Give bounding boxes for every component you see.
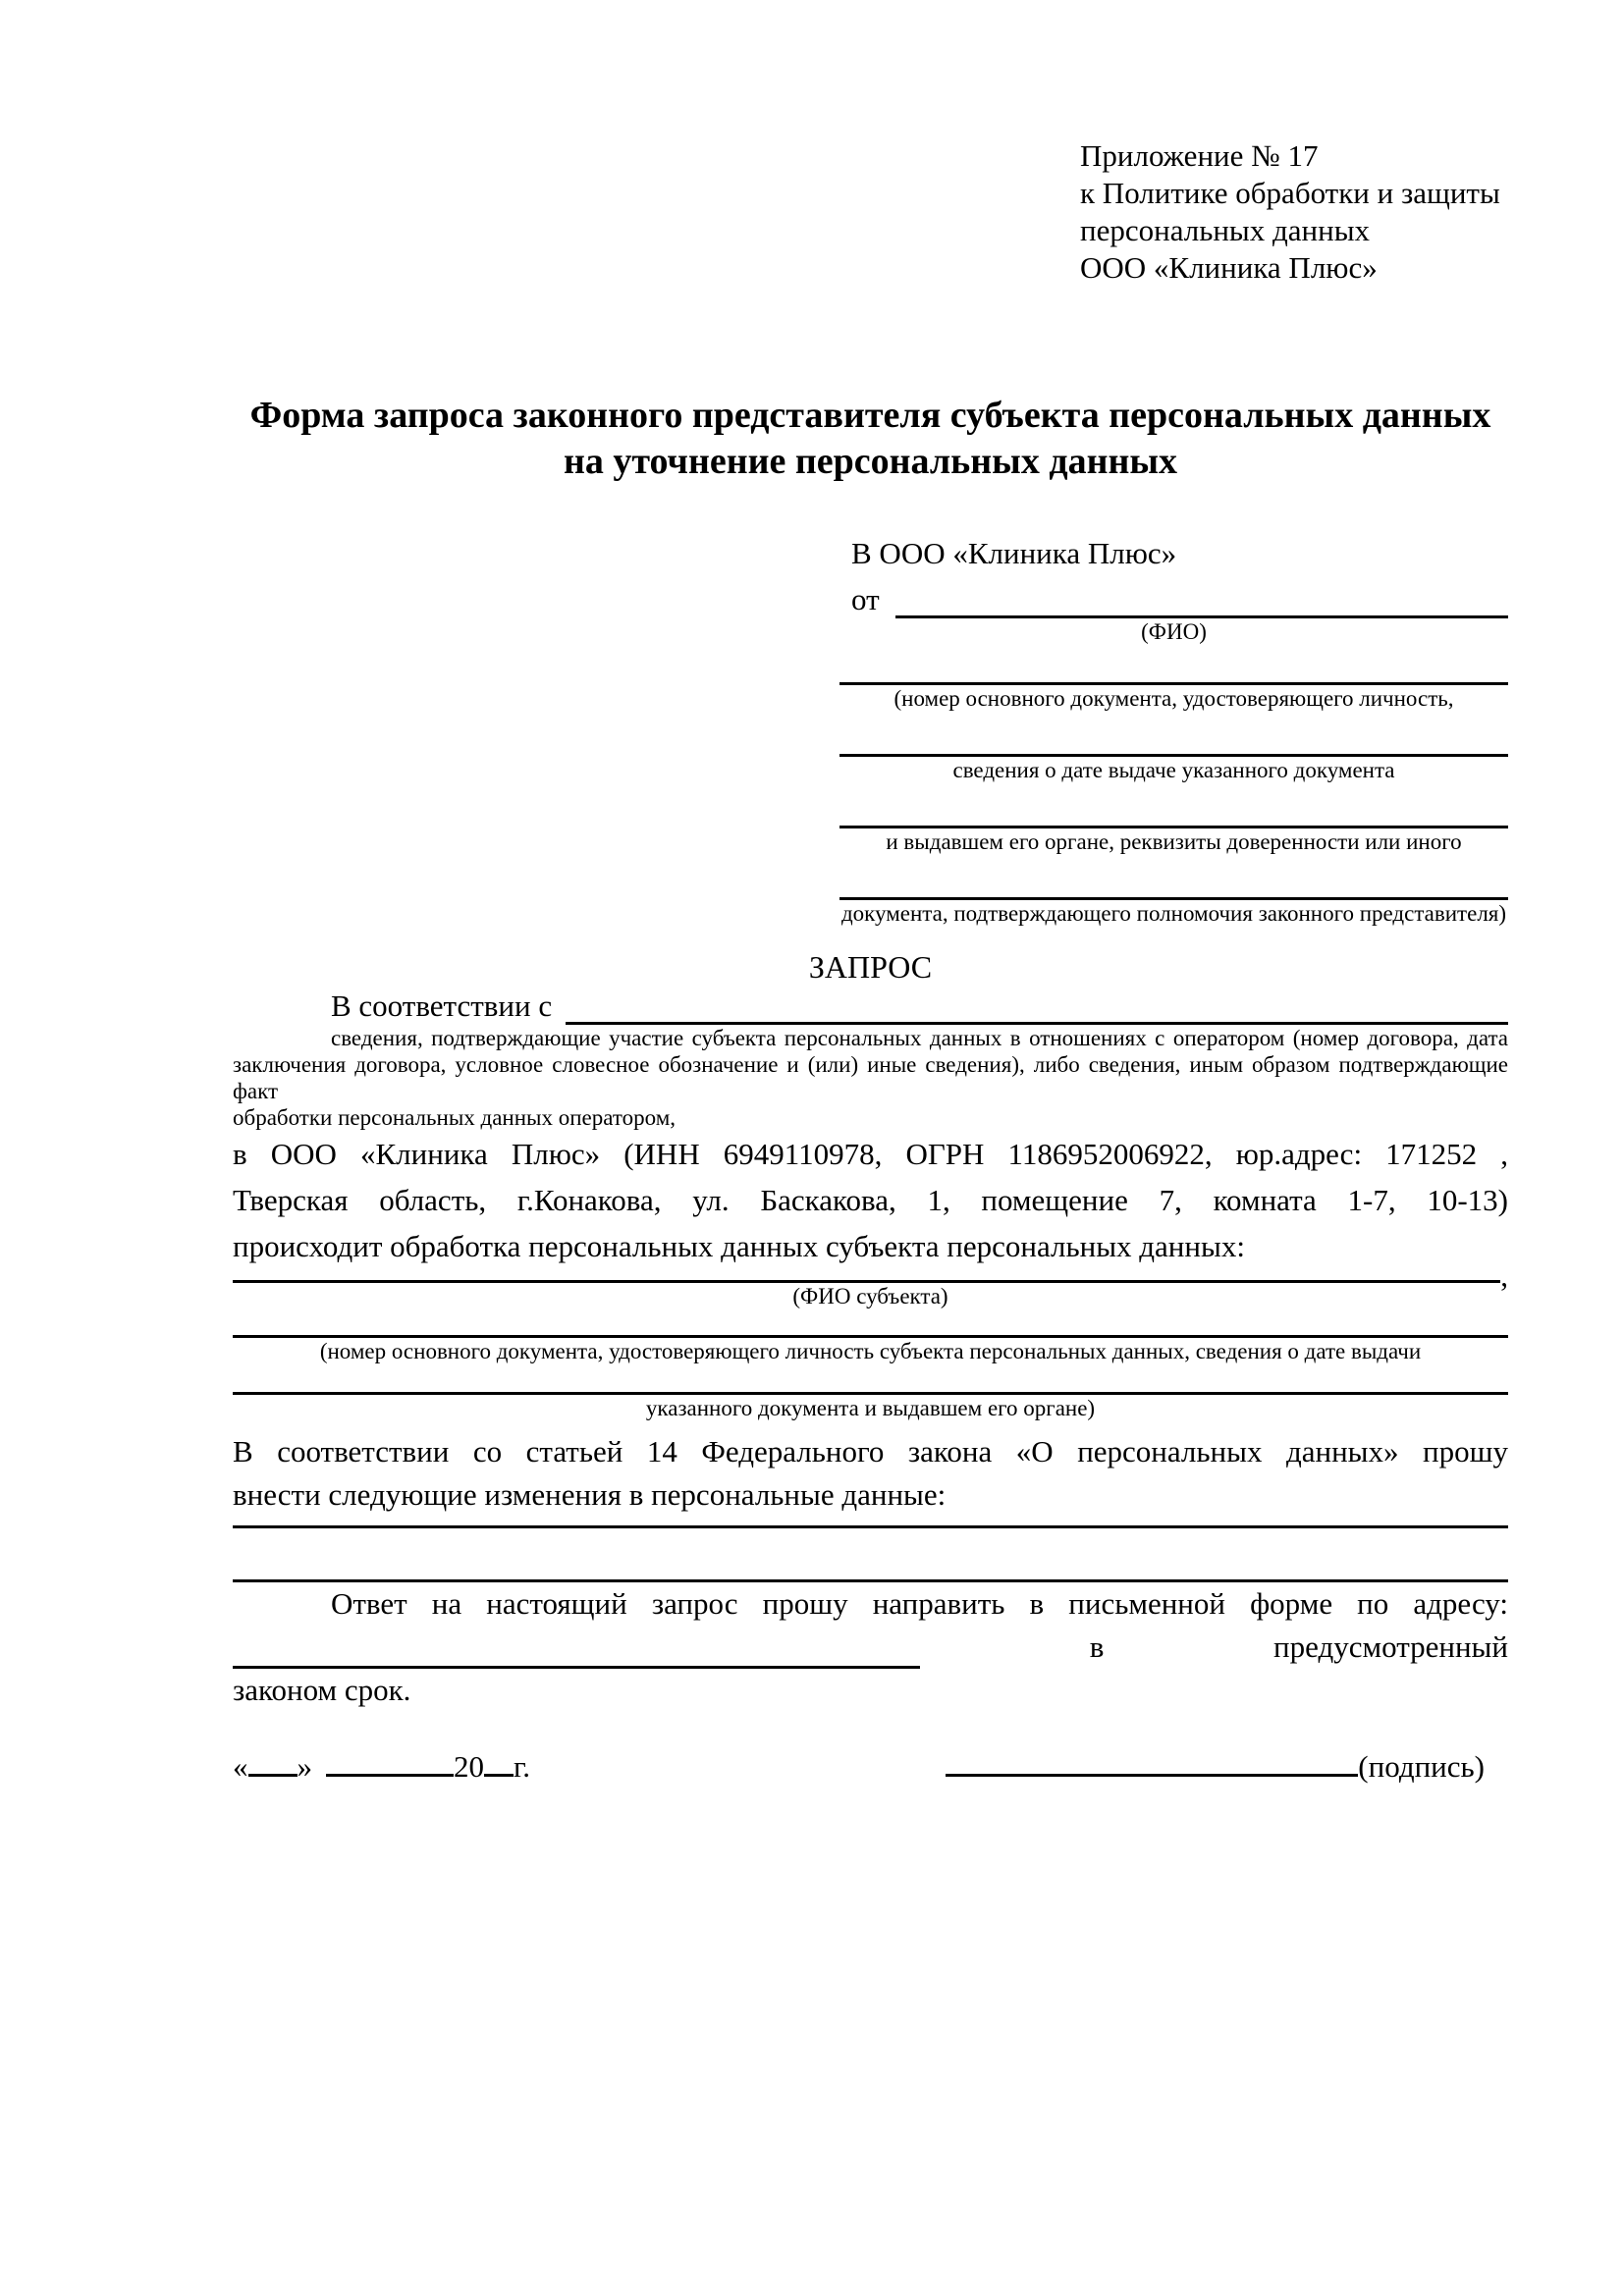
- from-label: от: [851, 582, 880, 616]
- subject-document-blank: [233, 1310, 1508, 1338]
- page-content: [233, 0, 1508, 1787]
- signature-blank: [946, 1747, 1358, 1777]
- subject-fio-blank-row: [233, 1258, 1508, 1293]
- reply-address-blank: [233, 1633, 920, 1669]
- request-heading: ЗАПРОС: [808, 949, 933, 985]
- appendix-note-line: Приложение № 17: [1080, 138, 1319, 173]
- operator-paragraph-line: происходит обработка персональных данных субъекта персональных данных:: [233, 1229, 1245, 1263]
- date-quote-close: »: [297, 1749, 312, 1784]
- from-row: [839, 580, 1508, 618]
- reply-right-word: предусмотренный: [1273, 1629, 1508, 1664]
- subject-doc-hint: (номер основного документа, удостоверяющего личность субъекта персональных данных, сведения о дате выдачи: [319, 1339, 1422, 1363]
- doc-hint: сведения о дате выдаче указанного документа: [952, 758, 1395, 782]
- appendix-note: [1080, 137, 1508, 287]
- subject-fio-hint: (ФИО субъекта): [792, 1284, 948, 1308]
- accordance-row: [233, 987, 1508, 1025]
- reply-mid-word: в: [1089, 1629, 1105, 1664]
- reply-address-row: [233, 1626, 1508, 1669]
- law-paragraph-line: внести следующие изменения в персональные данные:: [233, 1477, 947, 1512]
- operator-paragraph-line: Тверская область, г.Конакова, ул. Баскакова, 1, помещение 7, комната 1-7, 10-13): [233, 1183, 1508, 1217]
- subject-doc-hint: указанного документа и выдавшем его органе): [645, 1396, 1096, 1420]
- operator-paragraph: [233, 1131, 1508, 1269]
- document-title-line: на уточнение персональных данных: [563, 441, 1178, 482]
- date-quote-open: «: [233, 1749, 248, 1784]
- fine-print-line: обработки персональных данных оператором,: [233, 1105, 676, 1130]
- doc-hint: и выдавшем его органе, реквизиты доверенности или иного: [886, 829, 1462, 854]
- addressee-organization: В ООО «Клиника Плюс»: [851, 536, 1177, 570]
- trailing-comma: ,: [1500, 1258, 1508, 1293]
- date-month-blank: [326, 1747, 454, 1777]
- date-day-blank: [248, 1747, 298, 1777]
- doc-hint: (номер основного документа, удостоверяющего личность,: [893, 686, 1454, 711]
- signature-group: [946, 1747, 1485, 1787]
- doc-hint: документа, подтверждающего полномочия законного представителя): [840, 901, 1507, 926]
- date-group: [233, 1747, 530, 1787]
- issuing-authority-blank: [839, 784, 1508, 828]
- fio-hint: (ФИО): [1141, 619, 1207, 644]
- subject-fio-blank: [233, 1271, 1500, 1283]
- changes-blank-line-2: [233, 1528, 1508, 1582]
- appendix-note-line: к Политике обработки и защиты: [1080, 176, 1500, 210]
- reply-line-3: законом срок.: [233, 1673, 411, 1707]
- reply-line-1: Ответ на настоящий запрос прошу направить в письменной форме по адресу:: [331, 1586, 1508, 1621]
- date-year-prefix: 20: [454, 1749, 484, 1784]
- signature-hint: (подпись): [1358, 1749, 1485, 1784]
- addressee-block: [839, 534, 1508, 928]
- accordance-label: В соответствии с: [331, 988, 553, 1023]
- authority-document-blank: [839, 856, 1508, 900]
- document-title-line: Форма запроса законного представителя субъекта персональных данных: [249, 395, 1491, 436]
- accordance-blank: [566, 989, 1508, 1025]
- representative-name-blank: [895, 583, 1508, 618]
- law-paragraph-line: В соответствии со статьей 14 Федерального закона «О персональных данных» прошу: [233, 1434, 1508, 1468]
- reply-block: [233, 1582, 1508, 1712]
- law-paragraph: [233, 1430, 1508, 1517]
- changes-blank-line-1: [233, 1517, 1508, 1528]
- document-issue-date-blank: [839, 713, 1508, 757]
- fine-print: [233, 1025, 1508, 1131]
- representative-document-blank: [839, 646, 1508, 685]
- date-year-suffix: г.: [514, 1749, 530, 1784]
- appendix-note-line: персональных данных: [1080, 213, 1371, 247]
- fine-print-line: заключения договора, условное словесное обозначение и (или) иные сведения), либо сведения, иным образом подтверждающие факт: [233, 1052, 1508, 1103]
- fine-print-line: сведения, подтверждающие участие субъекта персональных данных в отношениях с оператором (номер договора, дата: [331, 1026, 1508, 1050]
- subject-document-authority-blank: [233, 1365, 1508, 1395]
- appendix-note-line: ООО «Клиника Плюс»: [1080, 250, 1378, 285]
- date-year-blank: [484, 1747, 514, 1777]
- operator-paragraph-line: в ООО «Клиника Плюс» (ИНН 6949110978, ОГРН 1186952006922, юр.адрес: 171252 ,: [233, 1137, 1508, 1171]
- date-signature-row: [233, 1747, 1508, 1787]
- document-title: [233, 393, 1508, 485]
